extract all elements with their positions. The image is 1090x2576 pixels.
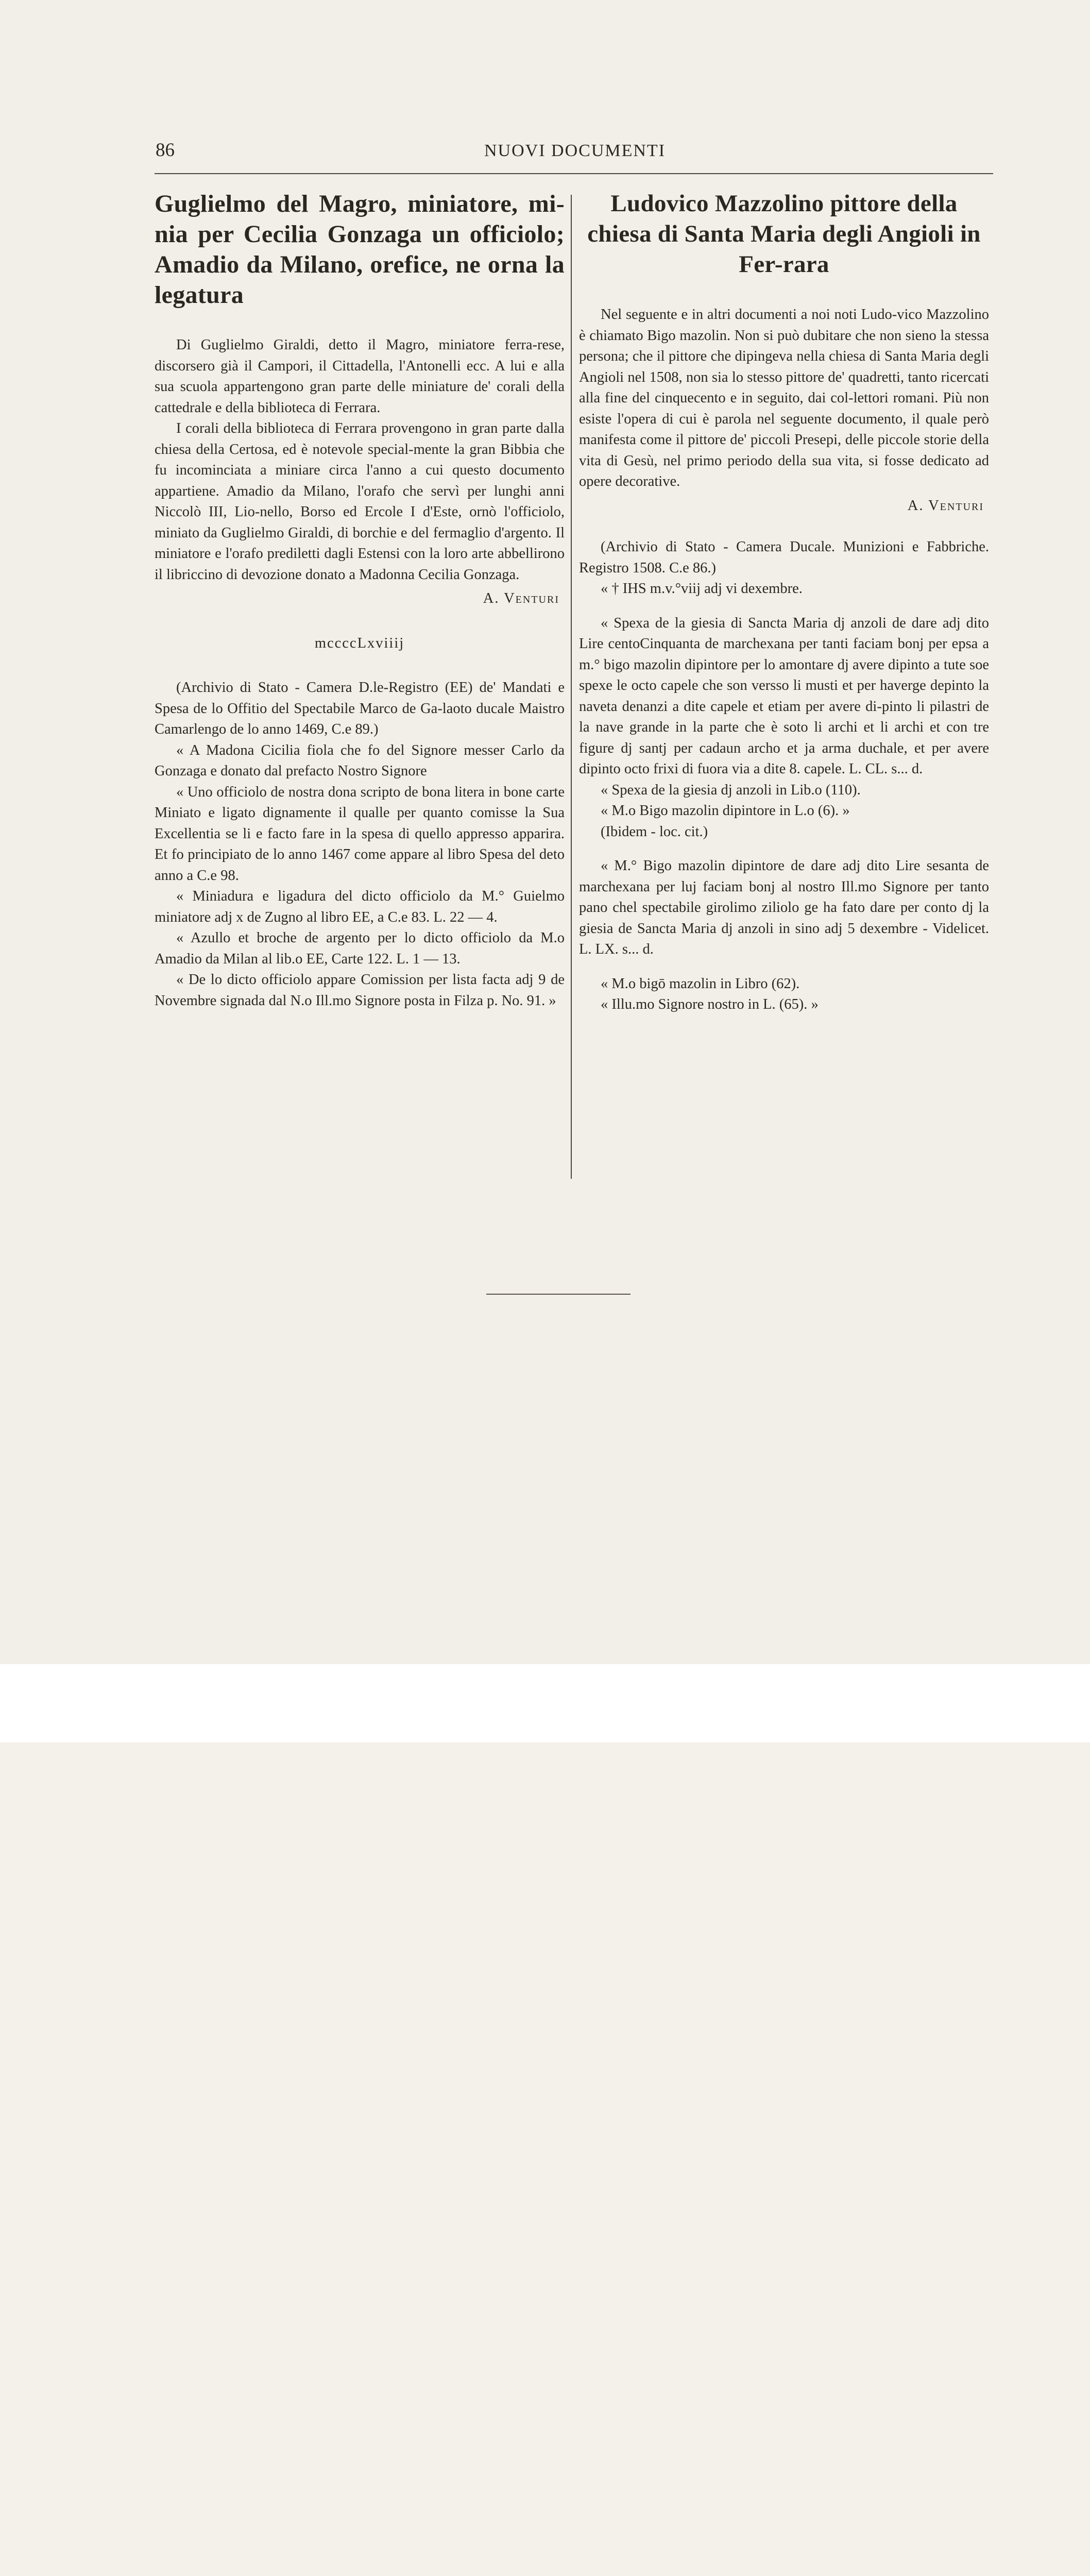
column-divider — [571, 195, 572, 1179]
document-date: mccccLxviiij — [314, 635, 405, 651]
quote-paragraph: (Ibidem - loc. cit.) — [601, 823, 708, 840]
left-paragraph: Di Guglielmo Giraldi, detto il Magro, miniatore ferra-rese, discorsero già il Campori, il Cittadella, l'Antonelli ecc. A lui e alla sua scuola appartengono gran parte delle miniature de' corali della cattedrale e della biblioteca di Ferrara. — [155, 337, 565, 416]
quote-heading: « † IHS m.v.°viij adj vi dexembre. — [601, 581, 803, 597]
end-rule — [486, 1294, 631, 1295]
left-signature: A. Venturi — [483, 590, 559, 606]
quote-paragraph: « M.° Bigo mazolin dipintore de dare adj dito Lire sesanta de marchexana per luj faciam bonj al nostro Ill.mo Signore per tanto pano chel spectabile girolimo ziliolo ge ha fato dare per conto dj la giesia de Sancta Maria dj anzoli in sino adj 5 dexembre - Videlicet. L. LX. s... d. — [579, 858, 989, 957]
running-head: NUOVI DOCUMENTI — [484, 141, 666, 160]
left-column — [155, 189, 565, 1011]
right-signature: A. Venturi — [907, 497, 984, 514]
archive-reference: (Archivio di Stato - Camera Ducale. Munizioni e Fabbriche. Registro 1508. C.e 86.) — [579, 539, 989, 576]
quote-paragraph: « A Madona Cicilia fiola che fo del Signore messer Carlo da Gonzaga e donato dal prefacto Nostro Signore — [155, 742, 565, 779]
digitization-footer — [0, 1664, 1090, 1742]
quote-paragraph: « Azullo et broche de argento per lo dicto officiolo da M.o Amadio da Milan al lib.o EE, Carte 122. L. 1 — 13. — [155, 930, 565, 967]
quote-paragraph: « Uno officiolo de nostra dona scripto de bona litera in bone carte Miniato e ligato dignamente il qualle per quanto comisse la Sua Excellentia se li e facto fare in la spesa di quello appresso apparira. Et fo principiato de lo anno 1467 come appare al libro Spesa del deto anno a C.e 98. — [155, 784, 565, 884]
page-number: 86 — [156, 140, 175, 161]
quote-paragraph: « Illu.mo Signore nostro in L. (65). » — [601, 996, 819, 1012]
quote-paragraph: « De lo dicto officiolo appare Comission per lista facta adj 9 de Novembre signada dal N.o Ill.mo Signore posta in Filza p. No. 91. » — [155, 972, 565, 1009]
archive-reference: (Archivio di Stato - Camera D.le-Registro (EE) de' Mandati e Spesa de lo Offitio del Spectabile Marco de Ga-laoto ducale Maistro Camarlengo de lo anno 1469, C.e 89.) — [155, 680, 565, 737]
quote-paragraph: « M.o Bigo mazolin dipintore in L.o (6). » — [601, 803, 850, 819]
quote-paragraph: « M.o bigō mazolin in Libro (62). — [601, 975, 800, 992]
quote-paragraph: « Miniadura e ligadura del dicto officiolo da M.° Guielmo miniatore adj x de Zugno al libro EE, a C.e 83. L. 22 — 4. — [155, 888, 565, 925]
left-article-title: Guglielmo del Magro, miniatore, mi-nia per Cecilia Gonzaga un officiolo; Amadio da Milano, orefice, ne orna la legatura — [155, 190, 565, 309]
quote-paragraph: « Spexa de la giesia di Sancta Maria dj anzoli de dare adj dito Lire centoCinquanta de marchexana per tanti faciam bonj per epsa a m.° bigo mazolin dipintore per lo amontare dj avere dipinto a tute soe spexe le octo capele che son versso li musti et per haverge depinto la naveta denanzi a dite capele et etiam per avere di-pinto li pilastri de la nave grande in la parte che è soto li archi et li archi et con tre figure dj santj per cadaun archo et ja arma duchale, et per avere dipinto octo frixi di fuora via a dite 8. capele. L. CL. s... d. — [579, 615, 989, 777]
left-paragraph: I corali della biblioteca di Ferrara provengono in gran parte dalla chiesa della Certosa, ed è notevole special-mente la gran Bibbia che fu incominciata a miniare circa l'anno a cui questo documento appartiene. Amadio da Milano, l'orafo che servì per lunghi anni Niccolò III, Lio-nello, Borso ed Ercole I d'Este, ornò l'officiolo, miniato da Guglielmo Giraldi, di borchie e del fermaglio d'argento. Il miniatore e l'orafo prediletti dagli Estensi con la loro arte abbellirono il libriccino di devozione donato a Madonna Cecilia Gonzaga. — [155, 420, 565, 583]
right-article-title: Ludovico Mazzolino pittore della chiesa di Santa Maria degli Angioli in Fer-rara — [587, 190, 981, 278]
right-column — [579, 189, 989, 1015]
quote-paragraph: « Spexa de la giesia dj anzoli in Lib.o (110). — [601, 782, 861, 798]
right-paragraph: Nel seguente e in altri documenti a noi noti Ludo-vico Mazzolino è chiamato Bigo mazolin. Non si può dubitare che non sieno la stessa persona; che il pittore che dipingeva nella chiesa di Santa Maria degli Angioli nel 1508, non sia lo stesso pittore de' quadretti, tanto ricercati alla fine del cinquecento e in seguito, dai col-lettori romani. Più non esiste l'opera di cui è parola nel seguente documento, il quale però manifesta come il pittore de' piccoli Presepi, delle piccole storie della vita di Gesù, nel primo periodo della sua vita, si fosse dedicato ad opere decorative. — [579, 307, 989, 489]
header-rule — [155, 173, 993, 174]
